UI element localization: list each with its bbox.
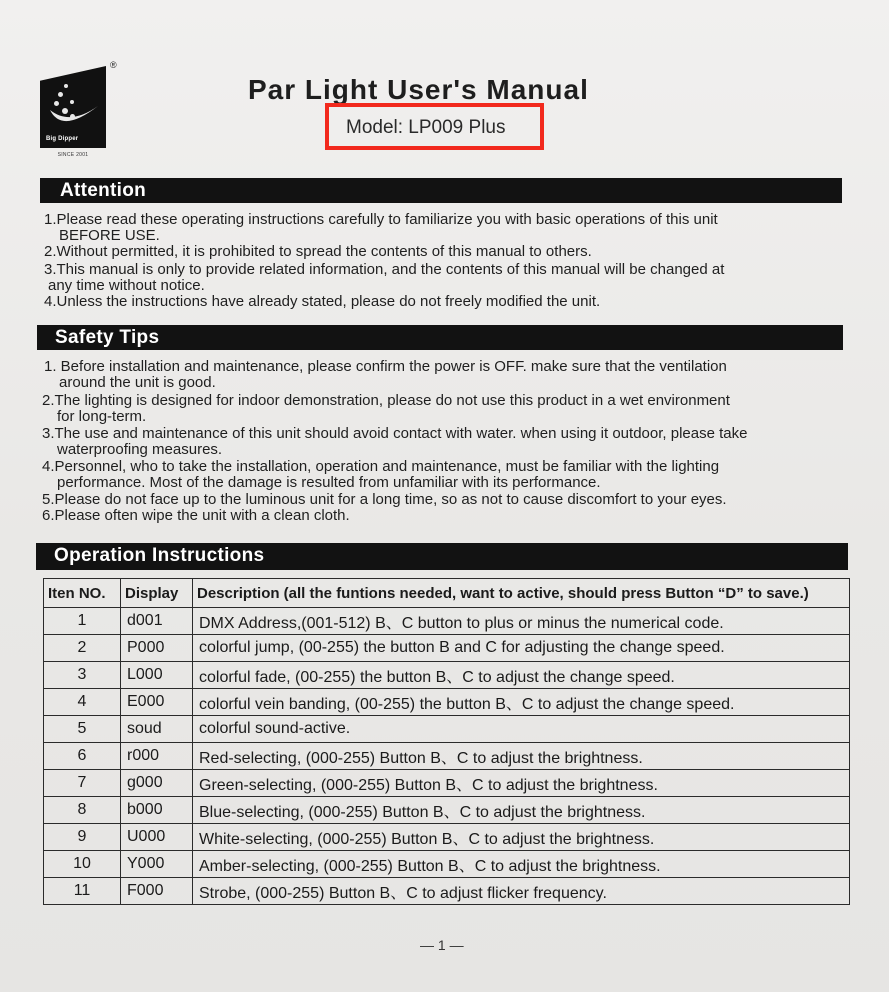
- attention-item-3-line: 3.This manual is only to provide related information, and the contents of this manual will be changed at: [44, 261, 725, 278]
- table-row: [44, 851, 850, 878]
- column-header-description: Description (all the funtions needed, want to active, should press Button “D” to save.): [193, 579, 850, 608]
- row-number-cell: 8: [44, 797, 121, 824]
- row-display-cell: U000: [121, 824, 193, 851]
- safety-heading-bar: [37, 325, 843, 350]
- row-number-cell: 1: [44, 608, 121, 635]
- logo-since-text: SINCE 2001: [57, 152, 89, 158]
- row-number-cell: 7: [44, 770, 121, 797]
- page-title: Par Light User's Manual: [248, 74, 589, 105]
- table-row: [44, 635, 850, 662]
- safety-item-1-line: 1. Before installation and maintenance, please confirm the power is OFF. make sure that the ventilation: [44, 358, 727, 375]
- row-description-cell: Blue-selecting, (000-255) Button B、C to adjust the brightness.: [193, 797, 850, 824]
- row-display-cell: P000: [121, 635, 193, 662]
- row-number-cell: 4: [44, 689, 121, 716]
- row-description-cell: Strobe, (000-255) Button B、C to adjust flicker frequency.: [193, 878, 850, 905]
- safety-item-2-line: 2.The lighting is designed for indoor demonstration, please do not use this product in a wet environment: [42, 392, 730, 409]
- operation-table-body: [44, 608, 850, 905]
- safety-item-3-line: 3.The use and maintenance of this unit should avoid contact with water. when using it outdoor, please take: [42, 425, 748, 442]
- row-description-cell: colorful vein banding, (00-255) the button B、C to adjust the change speed.: [193, 689, 850, 716]
- safety-item-5: [42, 492, 727, 508]
- row-description-cell: Green-selecting, (000-255) Button B、C to adjust the brightness.: [193, 770, 850, 797]
- row-display-cell: L000: [121, 662, 193, 689]
- row-description-cell: Amber-selecting, (000-255) Button B、C to adjust the brightness.: [193, 851, 850, 878]
- safety-item-5-line: 5.Please do not face up to the luminous unit for a long time, so as not to cause discomfort to your eyes.: [42, 491, 727, 508]
- row-description-cell: colorful jump, (00-255) the button B and C for adjusting the change speed.: [193, 635, 850, 662]
- attention-item-1-cont: BEFORE USE.: [59, 227, 160, 244]
- safety-item-4: [42, 459, 719, 491]
- safety-item-1-cont: around the unit is good.: [59, 374, 216, 391]
- table-row: [44, 608, 850, 635]
- table-row: [44, 662, 850, 689]
- registered-mark: ®: [110, 60, 117, 70]
- row-display-cell: Y000: [121, 851, 193, 878]
- attention-item-1: [44, 212, 718, 244]
- attention-heading: Attention: [60, 180, 147, 201]
- row-number-cell: 2: [44, 635, 121, 662]
- row-display-cell: F000: [121, 878, 193, 905]
- brand-logo: [40, 60, 117, 162]
- safety-item-2: [42, 393, 730, 425]
- safety-item-4-cont: performance. Most of the damage is resulted from unfamiliar with its performance.: [57, 474, 601, 491]
- safety-item-2-cont: for long-term.: [57, 408, 147, 425]
- row-display-cell: d001: [121, 608, 193, 635]
- safety-item-6: [42, 508, 350, 524]
- attention-item-3-cont: any time without notice.: [48, 277, 205, 294]
- column-header-no: Iten NO.: [44, 579, 121, 608]
- attention-item-1-line: 1.Please read these operating instructions carefully to familiarize you with basic operations of this unit: [44, 211, 718, 228]
- row-number-cell: 5: [44, 716, 121, 743]
- row-description-cell: White-selecting, (000-255) Button B、C to adjust the brightness.: [193, 824, 850, 851]
- table-row: [44, 716, 850, 743]
- attention-item-2-line: 2.Without permitted, it is prohibited to spread the contents of this manual to others.: [44, 243, 592, 260]
- safety-item-6-line: 6.Please often wipe the unit with a clean cloth.: [42, 507, 350, 524]
- row-number-cell: 11: [44, 878, 121, 905]
- table-header-row: [44, 579, 850, 608]
- safety-item-4-line: 4.Personnel, who to take the installation, operation and maintenance, must be familiar with the lighting: [42, 458, 720, 475]
- column-header-display: Display: [121, 579, 193, 608]
- table-row: [44, 689, 850, 716]
- safety-heading: Safety Tips: [55, 327, 160, 348]
- model-label: Model: LP009 Plus: [346, 117, 506, 138]
- row-display-cell: r000: [121, 743, 193, 770]
- safety-item-3: [42, 426, 747, 458]
- row-description-cell: colorful fade, (00-255) the button B、C to adjust the change speed.: [193, 662, 850, 689]
- operation-table: [43, 578, 850, 905]
- row-description-cell: colorful sound-active.: [193, 716, 850, 743]
- table-row: [44, 743, 850, 770]
- row-display-cell: soud: [121, 716, 193, 743]
- table-row: [44, 770, 850, 797]
- operation-heading: Operation Instructions: [54, 545, 265, 566]
- safety-item-3-cont: waterproofing measures.: [57, 441, 223, 458]
- row-display-cell: g000: [121, 770, 193, 797]
- row-number-cell: 6: [44, 743, 121, 770]
- operation-heading-bar: [36, 543, 848, 570]
- row-description-cell: DMX Address,(001-512) B、C button to plus or minus the numerical code.: [193, 608, 850, 635]
- attention-heading-bar: [40, 178, 842, 203]
- row-display-cell: b000: [121, 797, 193, 824]
- row-number-cell: 9: [44, 824, 121, 851]
- page-number: — 1 —: [420, 937, 464, 953]
- attention-item-3: [44, 262, 724, 294]
- safety-item-1: [44, 359, 727, 391]
- logo-brand-text: Big Dipper: [46, 136, 79, 142]
- row-description-cell: Red-selecting, (000-255) Button B、C to adjust the brightness.: [193, 743, 850, 770]
- attention-item-2: [44, 244, 592, 260]
- table-row: [44, 797, 850, 824]
- row-number-cell: 10: [44, 851, 121, 878]
- table-row: [44, 824, 850, 851]
- row-display-cell: E000: [121, 689, 193, 716]
- row-number-cell: 3: [44, 662, 121, 689]
- table-row: [44, 878, 850, 905]
- attention-item-4-line: 4.Unless the instructions have already stated, please do not freely modified the unit.: [44, 293, 601, 310]
- attention-item-4: [44, 294, 600, 310]
